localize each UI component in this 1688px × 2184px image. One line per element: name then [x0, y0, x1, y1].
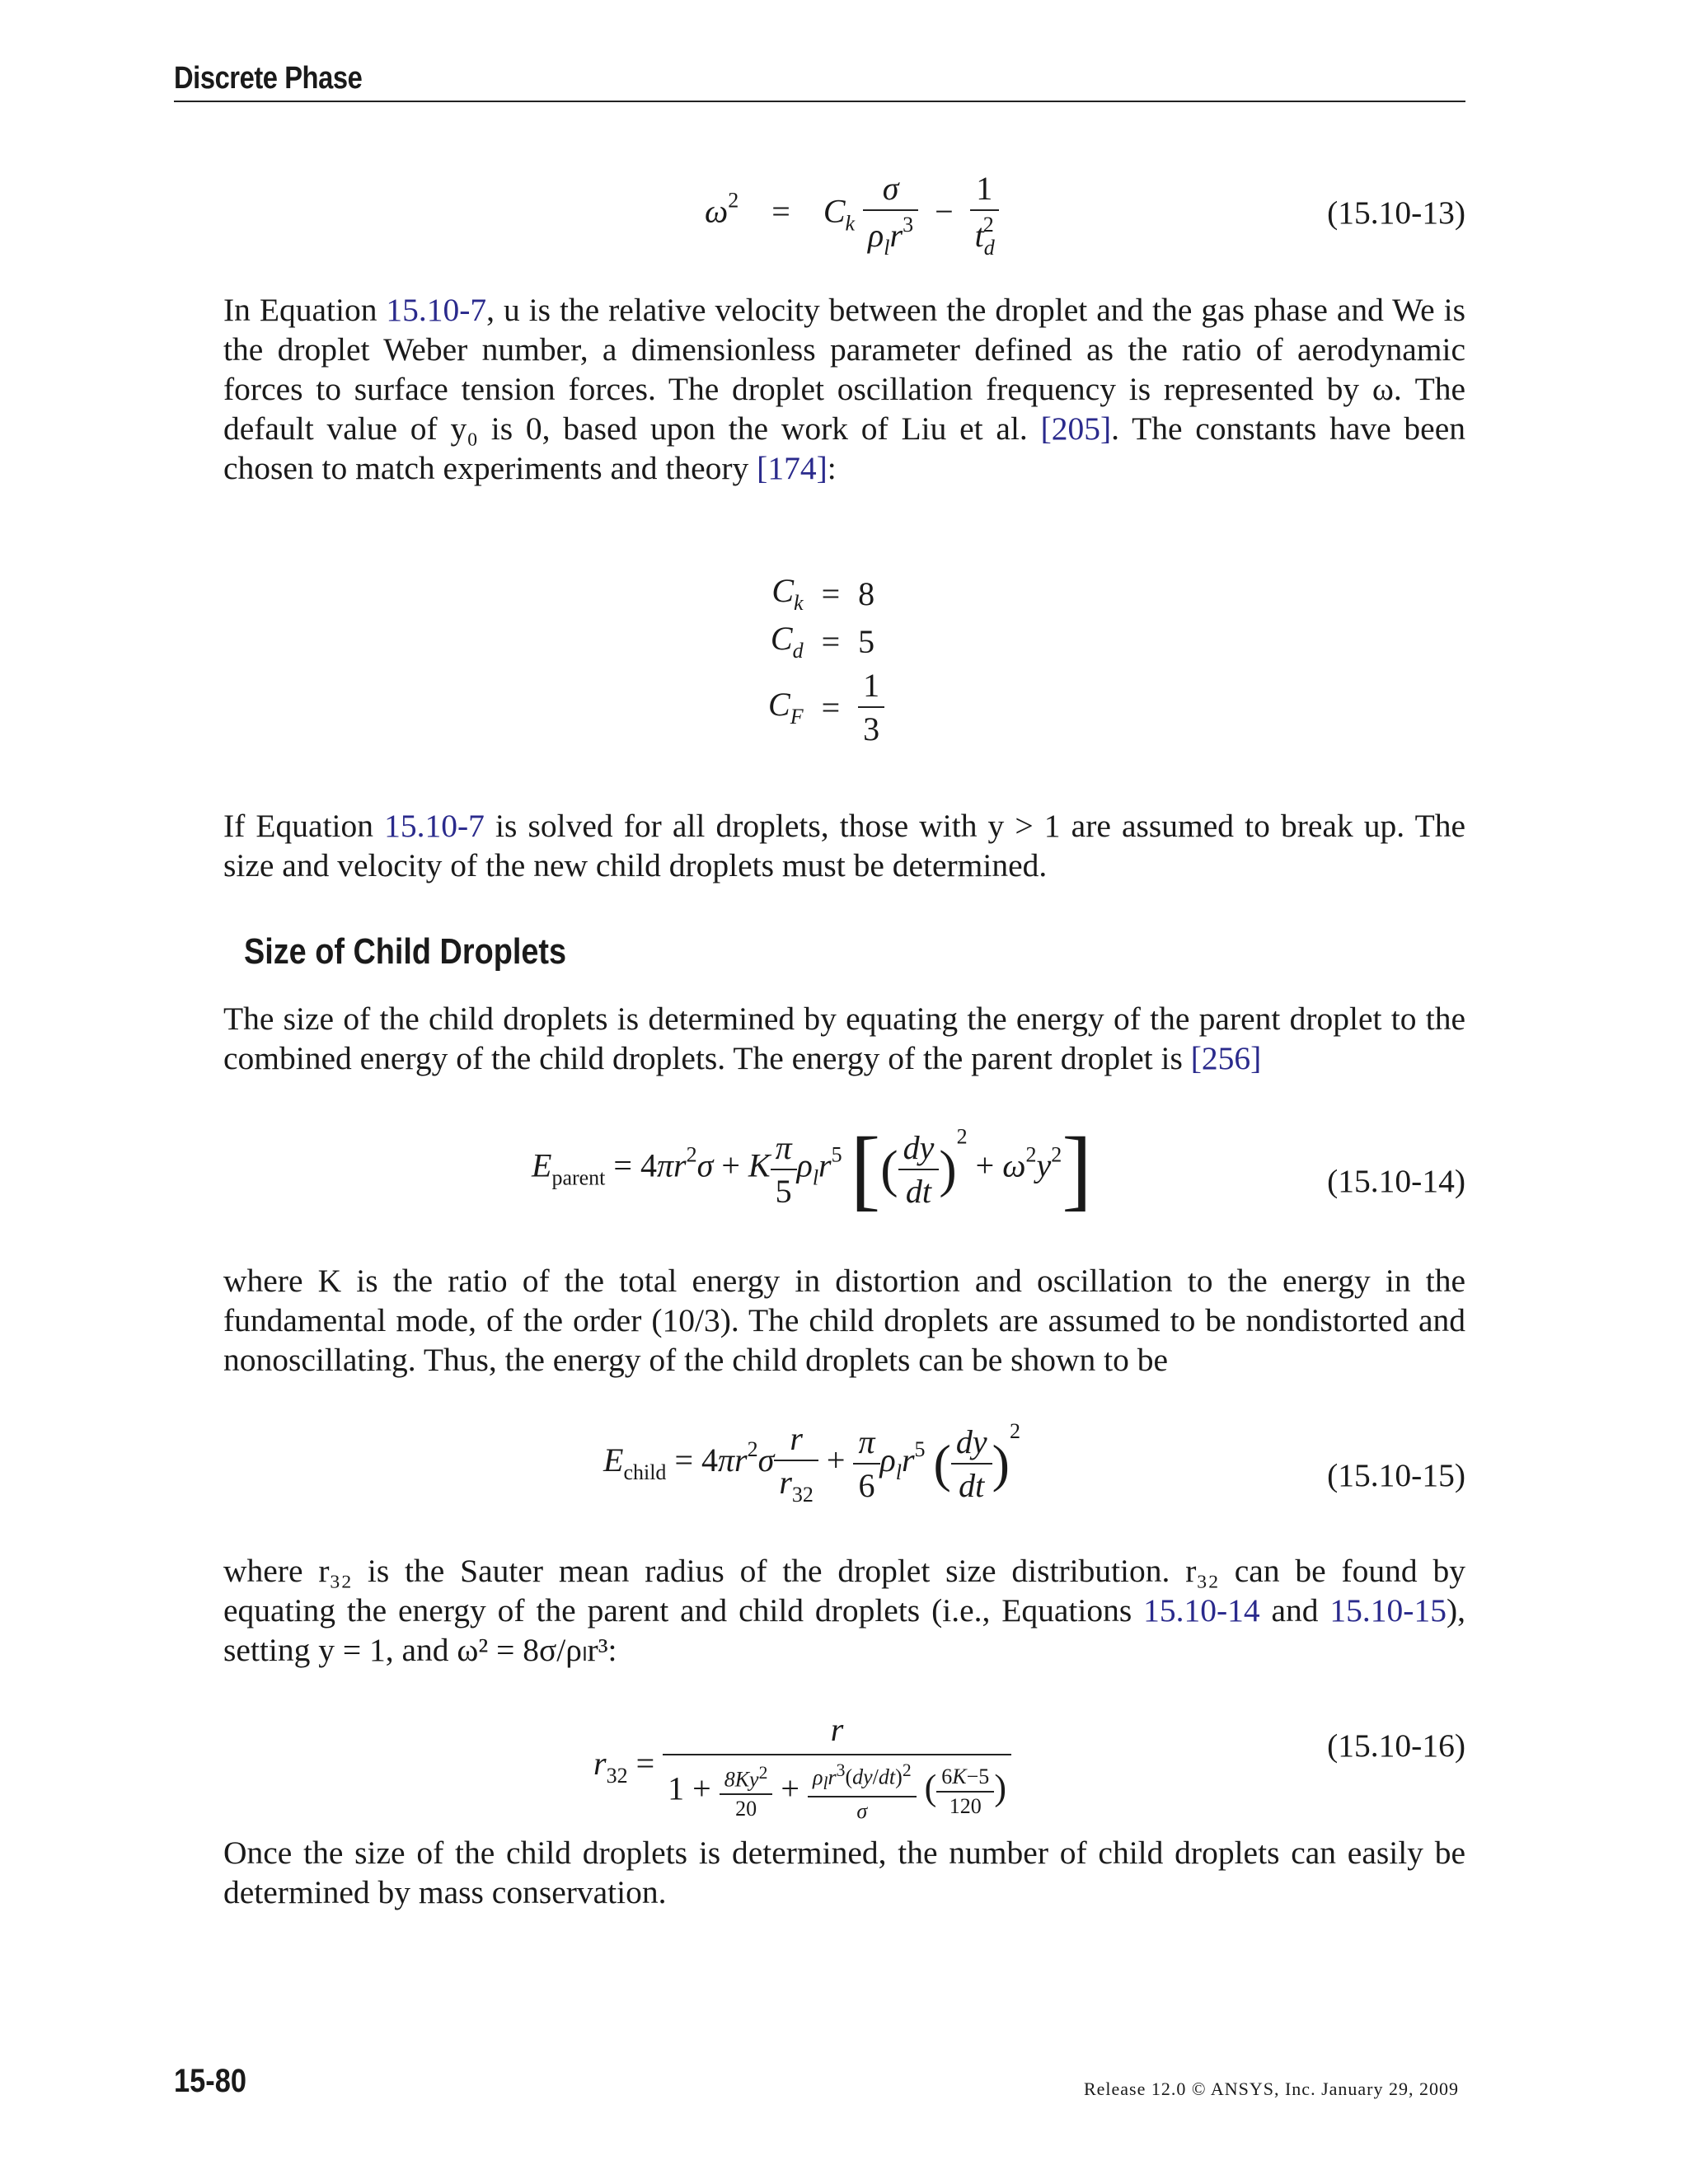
- equation-number: (15.10-13): [1327, 194, 1465, 231]
- paragraph: where r₃₂ is the Sauter mean radius of the droplet size distribution. r₃₂ can be found by equating the energy of the parent and child droplets (i.e., Equations 15.10-14 and 15.10-15), setting y = 1, and ω² = 8σ/ρₗr³:: [223, 1553, 1465, 1668]
- equation-number: (15.10-16): [1327, 1727, 1465, 1764]
- equation-number: (15.10-14): [1327, 1163, 1465, 1199]
- equation-link[interactable]: 15.10-15: [1329, 1592, 1447, 1629]
- citation-link[interactable]: [174]: [757, 450, 828, 486]
- equation-link[interactable]: 15.10-7: [386, 292, 487, 328]
- equation-15-10-15: $E_{child} = 4\pi r^2\sigma$ $\frac{r}{r_{32}}$ + $\frac{\pi}{6}$ $\rho_lr^5$ ( $\frac{dy}{dt}$ )$^2$: [603, 1419, 1020, 1507]
- paragraph: In Equation 15.10-7, u is the relative velocity between the droplet and the gas phase and We is the droplet Weber number, a dimensionless parameter defined as the ratio of aerodynamic forces to surface tension forces. The droplet oscillation frequency is represented by ω. The default value of y₀ is 0, based upon the work of Liu et al. [205]. The constants have been chosen to match experiments and theory [174]:: [223, 292, 1465, 486]
- equation-link[interactable]: 15.10-14: [1143, 1592, 1260, 1629]
- paragraph: The size of the child droplets is determined by equating the energy of the parent droplet to the combined energy of the child droplets. The energy of the parent droplet is [256]: [223, 1001, 1465, 1076]
- equation-15-10-13: $\omega^2 = C_k$ $\frac{\sigma}{\rho_lr^3}$ − $\frac{1}{t_d^2}$: [705, 169, 999, 260]
- equation-15-10-14: $E_{parent} = 4\pi r^2\sigma + K$ $\frac{\pi}{5}$ $\rho_lr^5$ [( $\frac{dy}{dt}$ )$^2 + \omega^2y^2$]: [532, 1118, 1092, 1219]
- header-rule: [174, 101, 1465, 102]
- paragraph: If Equation 15.10-7 is solved for all droplets, those with y > 1 are assumed to break up. The size and velocity of the new child droplets must be determined.: [223, 808, 1465, 883]
- citation-link[interactable]: [256]: [1190, 1040, 1262, 1076]
- release-notice: Release 12.0 © ANSYS, Inc. January 29, 2009: [1083, 2079, 1459, 2099]
- section-heading: Size of Child Droplets: [244, 931, 567, 972]
- section-header: Discrete Phase: [174, 61, 363, 96]
- paragraph: Once the size of the child droplets is determined, the number of child droplets can easily be determined by mass conservation.: [223, 1835, 1465, 1910]
- equation-number: (15.10-15): [1327, 1457, 1465, 1493]
- paragraph: where K is the ratio of the total energy in distortion and oscillation to the energy in the fundamental mode, of the order (10/3). The child droplets are assumed to be nondistorted and nonoscillating. Thus, the energy of the child droplets can be shown to be: [223, 1263, 1465, 1378]
- constant-row: $C_F$ = $\frac{1}{3}$: [760, 666, 893, 748]
- citation-link[interactable]: [205]: [1040, 410, 1112, 447]
- constants-table: [758, 569, 894, 750]
- equation-15-10-16: $r_{32}$ = r 1 + $\frac{8Ky^2}{20}$ + $\frac{\rho_lr^3(dy/dt)^2}{\sigma}$ ( $\frac{6K-5}{120}$ ): [593, 1710, 1011, 1824]
- constant-row: $C_d$ = 5: [770, 620, 875, 663]
- page-number: 15-80: [174, 2063, 246, 2099]
- equation-link[interactable]: 15.10-7: [384, 808, 485, 844]
- constant-row: $C_k$ = 8: [771, 572, 875, 615]
